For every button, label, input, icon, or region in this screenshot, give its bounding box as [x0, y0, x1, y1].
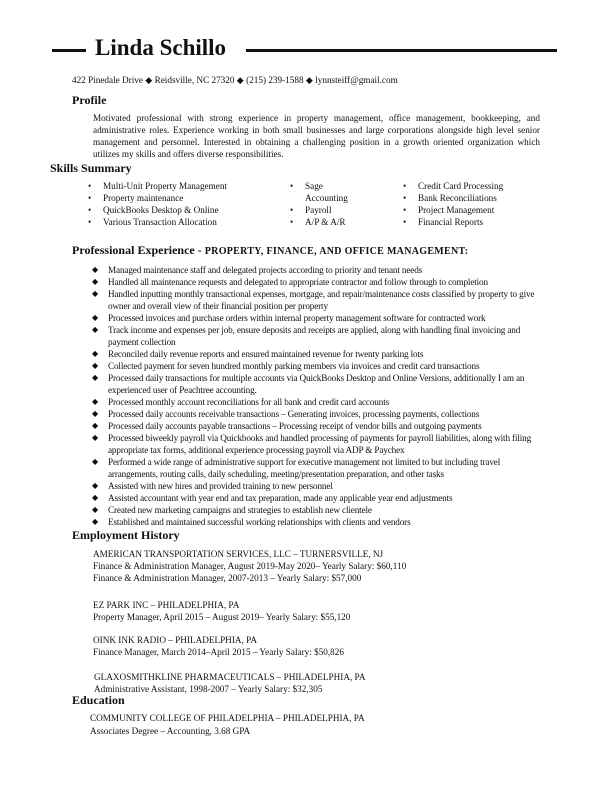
experience-item [92, 516, 542, 528]
skill-item: • Sage [290, 181, 323, 191]
experience-item [92, 288, 542, 312]
diamond-bullet-icon: ◆ [92, 349, 99, 358]
bullet-icon: • [88, 217, 92, 227]
diamond-bullet-icon: ◆ [92, 325, 99, 334]
diamond-bullet-icon: ◆ [92, 265, 99, 274]
bullet-icon: • [88, 181, 92, 191]
candidate-name: Linda Schillo [95, 35, 227, 60]
experience-item-text: Processed daily accounts receivable transactions – Generating invoices, processing payments, collections [108, 409, 480, 419]
experience-item-text: Assisted with new hires and provided training to new personnel [108, 481, 333, 491]
diamond-bullet-icon: ◆ [92, 313, 99, 322]
bullet-icon: • [403, 193, 407, 203]
job-company: AMERICAN TRANSPORTATION SERVICES, LLC – TURNERSVILLE, NJ [93, 549, 384, 559]
experience-item-text: Track income and expenses per job, ensure deposits and receipts are applied, along with handling final invoicing and payment collection [108, 325, 521, 347]
header-rule-right [246, 49, 557, 52]
skill-item: • Property maintenance [88, 193, 184, 203]
experience-heading: Professional Experience - PROPERTY, FINANCE, AND OFFICE MANAGEMENT: [72, 243, 469, 257]
diamond-bullet-icon: ◆ [92, 517, 99, 526]
experience-item-text: Processed biweekly payroll via Quickbooks and handled processing of payments for payroll liabilities, along with filing appropriate tax forms, additional experience processing payroll via ADP & Paychex [108, 433, 532, 455]
skill-item: • Bank Reconciliations [403, 193, 497, 203]
experience-item-text: Managed maintenance staff and delegated projects according to priority and tenant needs [108, 265, 423, 275]
experience-item [92, 408, 542, 420]
skill-item: • Credit Card Processing [403, 181, 504, 191]
profile-text: Motivated professional with strong experience in property management, office management, bookkeeping, and administrative roles. Experience working in both small businesses and large corporations alongside high level senior management and personnel. Interested in obtaining a challenging position in a growth oriented organization which utilizes my skills and offers diverse responsibilities. [93, 113, 540, 159]
experience-item-text: Created new marketing campaigns and strategies to establish new clientele [108, 505, 372, 515]
job-entry [93, 599, 350, 623]
experience-item-text: Assisted accountant with year end and tax preparation, made any applicable year end adjustments [108, 493, 453, 503]
job-entry [93, 548, 406, 584]
skill-item: • QuickBooks Desktop & Online [88, 205, 219, 215]
experience-item [92, 504, 542, 516]
experience-item-text: Performed a wide range of administrative support for executive management not limited to but including travel arrangements, routing calls, daily scheduling, meeting/presentation preparation, and other tasks [108, 457, 501, 479]
header-rule-left [52, 49, 86, 52]
experience-item [92, 324, 542, 348]
skill-item: • Project Management [403, 205, 495, 215]
bullet-icon: • [290, 217, 294, 227]
diamond-bullet-icon: ◆ [92, 397, 99, 406]
experience-list [92, 264, 542, 528]
experience-subheading: PROPERTY, FINANCE, AND OFFICE MANAGEMENT: [204, 246, 469, 257]
contact-info: 422 Pinedale Drive ◆ Reidsville, NC 27320 ◆ (215) 239-1588 ◆ lynnsteiff@gmail.com [72, 75, 398, 85]
experience-item [92, 360, 542, 372]
diamond-bullet-icon: ◆ [92, 481, 99, 490]
education-entry [90, 712, 365, 737]
bullet-icon: • [290, 181, 294, 191]
skills-column-3 [403, 180, 503, 228]
skills-column-1 [88, 180, 227, 228]
experience-item [92, 312, 542, 324]
skills-column-2 [290, 180, 348, 228]
degree: Associates Degree – Accounting, 3.68 GPA [90, 726, 251, 736]
bullet-icon: • [403, 181, 407, 191]
job-company: OINK INK RADIO – PHILADELPHIA, PA [93, 635, 258, 645]
diamond-bullet-icon: ◆ [92, 457, 99, 466]
diamond-bullet-icon: ◆ [92, 505, 99, 514]
diamond-bullet-icon: ◆ [92, 289, 99, 298]
experience-item [92, 432, 542, 456]
experience-item [92, 348, 542, 360]
experience-item [92, 456, 542, 480]
school: COMMUNITY COLLEGE OF PHILADELPHIA – PHILADELPHIA, PA [90, 713, 365, 723]
job-role: Finance & Administration Manager, 2007-2013 – Yearly Salary: $57,000 [93, 573, 362, 583]
diamond-bullet-icon: ◆ [92, 373, 99, 382]
skill-item: • A/P & A/R [290, 217, 346, 227]
experience-item [92, 480, 542, 492]
diamond-bullet-icon: ◆ [92, 493, 99, 502]
job-role: Property Manager, April 2015 – August 2019– Yearly Salary: $55,120 [93, 612, 351, 622]
skill-item: • Multi-Unit Property Management [88, 181, 228, 191]
experience-item-text: Processed daily transactions for multiple accounts via QuickBooks Desktop and Online Versions, additionally I am an experienced user of Peachtree accounting. [108, 373, 525, 395]
job-company: EZ PARK INC – PHILADELPHIA, PA [93, 600, 240, 610]
bullet-icon: • [290, 205, 294, 215]
job-role: Finance & Administration Manager, August 2019-May 2020– Yearly Salary: $60,110 [93, 561, 407, 571]
diamond-bullet-icon: ◆ [92, 361, 99, 370]
job-role: Administrative Assistant, 1998-2007 – Yearly Salary: $32,305 [94, 684, 323, 694]
experience-item-text: Reconciled daily revenue reports and ensured maintained revenue for twenty parking lots [108, 349, 424, 359]
experience-item-text: Handled all maintenance requests and delegated to appropriate contractor and follow through to completion [108, 277, 488, 287]
job-company: GLAXOSMITHKLINE PHARMACEUTICALS – PHILADELPHIA, PA [94, 672, 366, 682]
skill-item-continued: Accounting [305, 193, 348, 203]
education-heading: Education [72, 693, 125, 707]
bullet-icon: • [88, 193, 92, 203]
job-entry [94, 671, 365, 695]
experience-item [92, 264, 542, 276]
experience-item [92, 276, 542, 288]
skills-heading: Skills Summary [50, 161, 132, 175]
experience-item-text: Processed invoices and purchase orders within internal property management software for contracted work [108, 313, 486, 323]
profile-heading: Profile [72, 93, 107, 107]
skill-item: • Payroll [290, 205, 332, 215]
job-entry [93, 634, 344, 658]
experience-item [92, 396, 542, 408]
experience-item-text: Processed daily accounts payable transactions – Processing receipt of vendor bills and outgoing payments [108, 421, 482, 431]
diamond-bullet-icon: ◆ [92, 277, 99, 286]
skill-item: • Financial Reports [403, 217, 484, 227]
experience-item-text: Established and maintained successful working relationships with clients and vendors [108, 517, 411, 527]
diamond-bullet-icon: ◆ [92, 421, 99, 430]
employment-heading: Employment History [72, 528, 180, 542]
bullet-icon: • [88, 205, 92, 215]
bullet-icon: • [403, 205, 407, 215]
diamond-bullet-icon: ◆ [92, 433, 99, 442]
bullet-icon: • [403, 217, 407, 227]
experience-item-text: Processed monthly account reconciliations for all bank and credit card accounts [108, 397, 390, 407]
experience-item [92, 420, 542, 432]
skill-item: • Various Transaction Allocation [88, 217, 217, 227]
experience-item [92, 492, 542, 504]
experience-item-text: Handled inputting monthly transactional expenses, mortgage, and repair/maintenance costs classified by property to give owner and overall view of their financial position per property [108, 289, 535, 311]
diamond-bullet-icon: ◆ [92, 409, 99, 418]
experience-item-text: Collected payment for seven hundred monthly parking members via invoices and credit card transactions [108, 361, 480, 371]
job-role: Finance Manager, March 2014–April 2015 – Yearly Salary: $50,826 [93, 647, 344, 657]
experience-item [92, 372, 542, 396]
